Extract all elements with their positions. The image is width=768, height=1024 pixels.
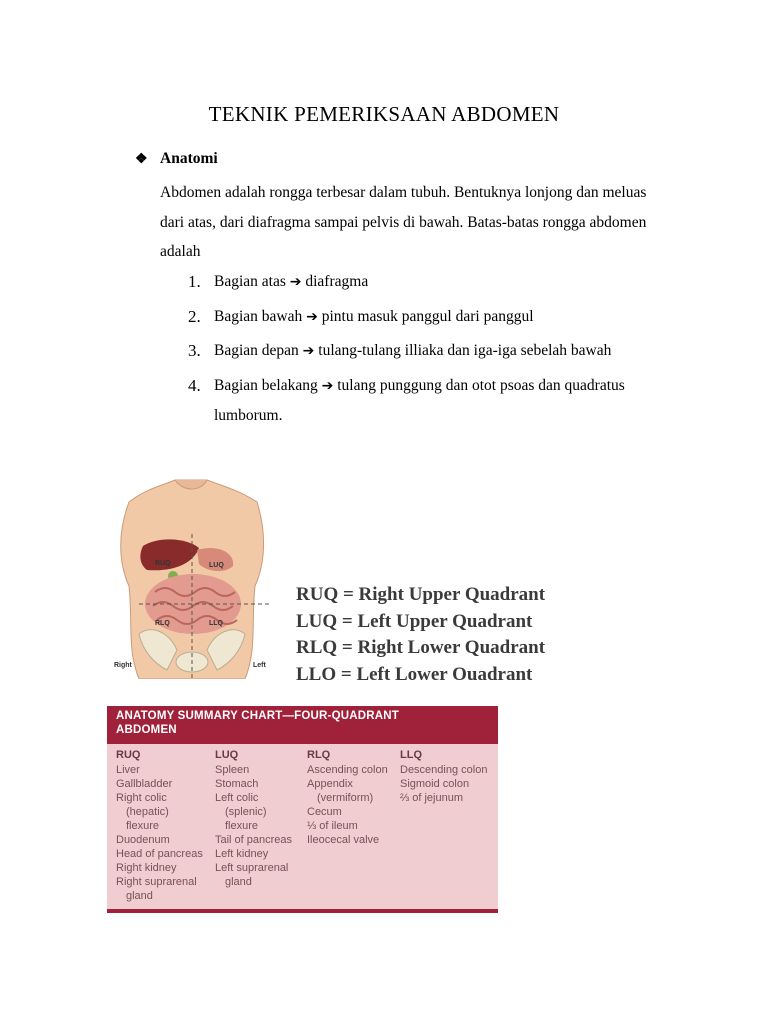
summary-item: Tail of pancreas (215, 834, 293, 846)
summary-item: Right suprarenal (116, 876, 197, 888)
llq-label: LLQ (209, 620, 223, 627)
list-part: Bagian bawah (214, 307, 303, 325)
summary-item: Right kidney (116, 862, 177, 874)
legend-line-luq: LUQ = Left Upper Quadrant (296, 610, 533, 632)
boundary-list-item (188, 302, 658, 333)
summary-column-header: RUQ (116, 749, 141, 761)
list-number: 3. (188, 341, 201, 360)
summary-item: Liver (116, 764, 140, 776)
list-part: Bagian belakang (214, 376, 318, 394)
list-desc: pintu masuk panggul dari panggul (321, 307, 534, 325)
diamond-bullet-icon: ❖ (135, 152, 148, 167)
summary-item: Sigmoid colon (400, 778, 470, 790)
summary-column-header: LLQ (400, 749, 422, 761)
summary-item: Duodenum (116, 834, 170, 846)
quadrant-legend (296, 582, 545, 688)
intro-paragraph: Abdomen adalah rongga terbesar dalam tubuh. Bentuknya lonjong dan meluas dari atas, dari diafragma sampai pelvis di bawah. Batas-batas rongga abdomen adalah (160, 184, 647, 260)
summary-item: Descending colon (400, 764, 488, 776)
summary-bottom-rule (107, 909, 498, 913)
luq-label: LUQ (209, 562, 224, 569)
summary-item: ⅓ of ileum (307, 820, 358, 832)
right-arrow-icon: ➔ (321, 377, 334, 394)
summary-item: Left kidney (215, 848, 269, 860)
summary-column-header: LUQ (215, 749, 239, 761)
list-number: 1. (188, 272, 201, 291)
summary-column-header: RLQ (307, 749, 331, 761)
summary-item: Gallbladder (116, 778, 173, 790)
list-desc: diafragma (305, 273, 369, 290)
list-number: 4. (188, 375, 201, 395)
legend-line-rlq: RLQ = Right Lower Quadrant (296, 637, 546, 658)
boundary-list-item (188, 267, 658, 298)
legend-line-ruq: RUQ = Right Upper Quadrant (296, 584, 546, 605)
right-arrow-icon: ➔ (289, 274, 302, 290)
summary-item: Left colic (215, 792, 259, 804)
left-side-label: Left (253, 662, 266, 669)
summary-item: Spleen (215, 764, 250, 776)
summary-item: (splenic) (225, 806, 267, 818)
summary-title-line-1: ANATOMY SUMMARY CHART—FOUR-QUADRANT (116, 710, 399, 722)
boundary-list-item (188, 371, 658, 431)
list-number: 2. (188, 306, 201, 326)
right-arrow-icon: ➔ (306, 308, 318, 325)
list-part: Bagian depan (214, 342, 299, 359)
summary-item: ⅔ of jejunum (400, 792, 463, 804)
summary-item: gland (225, 876, 252, 888)
summary-item: gland (126, 890, 153, 902)
section-heading: Anatomi (160, 150, 218, 167)
summary-column-luq (215, 748, 292, 889)
summary-title (107, 706, 498, 744)
summary-item: Ascending colon (307, 764, 388, 776)
summary-column-rlq (307, 748, 388, 847)
summary-item: Ileocecal valve (307, 834, 380, 846)
summary-item: Left suprarenal (215, 862, 289, 874)
boundary-list-item (188, 336, 658, 367)
summary-title-line-2: ABDOMEN (116, 724, 177, 736)
summary-item: flexure (225, 820, 259, 832)
page-title: TEKNIK PEMERIKSAAN ABDOMEN (208, 102, 560, 126)
list-desc: tulang punggung dan otot psoas dan quadratus lumborum. (214, 376, 625, 424)
summary-column-llq (400, 748, 487, 805)
section-heading-row (135, 150, 218, 168)
list-part: Bagian atas (214, 273, 286, 290)
abdomen-illustration (107, 474, 277, 679)
abdomen-quadrant-figure (107, 474, 277, 679)
boundary-list (188, 267, 658, 435)
summary-column-ruq (116, 748, 203, 903)
rlq-label: RLQ (155, 620, 170, 627)
legend-line-llo: LLO = Left Lower Ouadrant (296, 663, 533, 685)
right-arrow-icon: ➔ (302, 343, 315, 359)
summary-item: Appendix (307, 778, 353, 790)
summary-item: Cecum (307, 806, 342, 818)
summary-item: Right colic (116, 792, 167, 804)
ruq-label: RUQ (155, 560, 171, 567)
summary-item: Head of pancreas (116, 848, 203, 860)
list-desc: tulang-tulang illiaka dan iga-iga sebelah bawah (318, 342, 612, 359)
summary-item: flexure (126, 820, 160, 832)
anatomy-summary-chart (107, 706, 498, 913)
summary-item: (vermiform) (317, 792, 374, 804)
right-side-label: Right (114, 662, 132, 669)
summary-item: (hepatic) (126, 806, 169, 818)
summary-item: Stomach (215, 778, 259, 790)
